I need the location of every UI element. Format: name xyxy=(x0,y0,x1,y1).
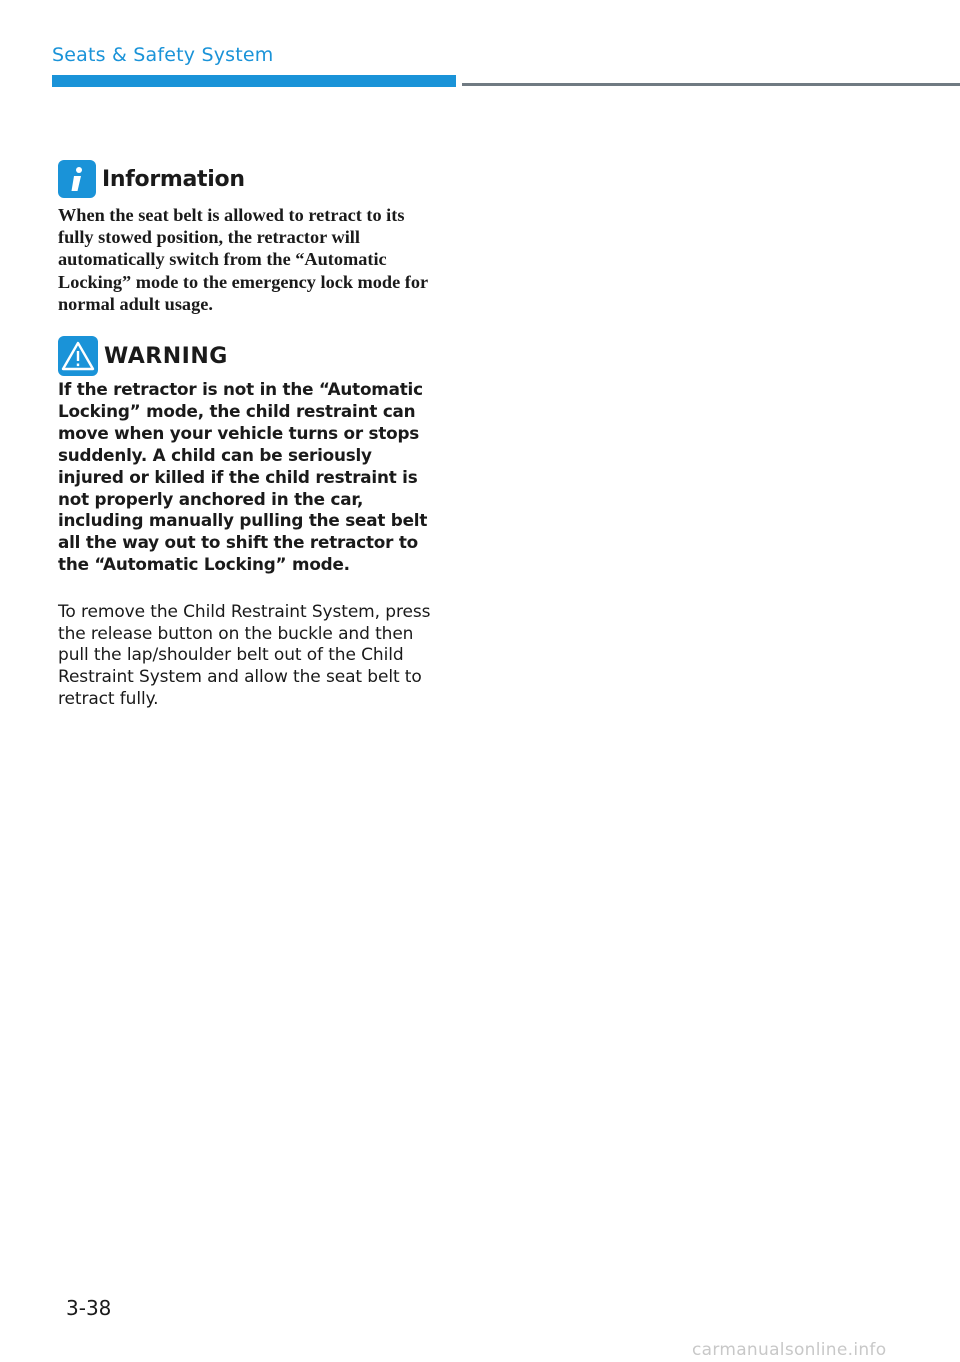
watermark: carmanualsonline.info xyxy=(692,1340,887,1360)
info-icon xyxy=(58,160,96,198)
body-paragraph: To remove the Child Restraint System, press the release button on the buckle and then pull the lap/shoulder belt out of the Child Restraint System and allow the seat belt to retract fully. xyxy=(58,602,431,709)
information-heading xyxy=(58,160,245,198)
warning-text: If the retractor is not in the “Automatic Locking” mode, the child restraint can move when your vehicle turns or stops suddenly. A child can be seriously injured or killed if the child restraint is not properly anchored in the car, including manually pulling the seat belt all the way out to shift the retractor to the “Automatic Locking” mode. xyxy=(58,379,428,575)
page-number: 3-38 xyxy=(66,1296,112,1320)
warning-title: WARNING xyxy=(104,343,228,369)
information-text: When the seat belt is allowed to retract to its fully stowed position, the retractor will automatically switch from the “Automatic Locking” mode to the emergency lock mode for normal adult usage. xyxy=(58,205,428,314)
header-rule xyxy=(462,83,960,86)
warning-triangle-icon xyxy=(58,336,98,376)
warning-heading xyxy=(58,336,228,376)
header-accent-bar xyxy=(52,75,456,87)
information-title: Information xyxy=(102,166,245,192)
section-title: Seats & Safety System xyxy=(52,44,274,66)
